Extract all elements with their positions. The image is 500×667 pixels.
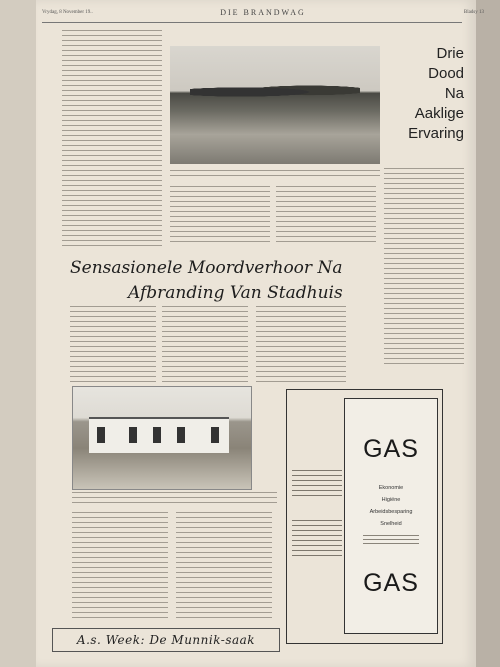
photo-caption bbox=[72, 492, 277, 504]
masthead-title: DIE BRANDWAG bbox=[220, 8, 306, 17]
ad-line: Snelheid bbox=[380, 521, 402, 527]
side-headline-line: Dood bbox=[428, 65, 464, 82]
side-headline bbox=[384, 44, 464, 144]
article-column bbox=[62, 30, 162, 246]
side-headline-line: Na bbox=[444, 85, 464, 102]
photo-window bbox=[153, 427, 161, 443]
header-rule bbox=[42, 22, 462, 23]
ad-line: Higiëne bbox=[381, 497, 401, 503]
side-headline-line: Drie bbox=[436, 45, 464, 62]
gas-word-top: GAS bbox=[363, 435, 419, 463]
photo-caption bbox=[170, 170, 380, 180]
ad-line: Arbeidsbesparing bbox=[369, 509, 413, 515]
article-column bbox=[256, 306, 346, 382]
article-column bbox=[162, 306, 248, 382]
photo-window bbox=[129, 427, 137, 443]
article-column bbox=[70, 306, 156, 382]
article-column bbox=[170, 186, 270, 246]
article-column bbox=[72, 512, 168, 620]
main-headline-line-1: Sensasionele Moordverhoor Na bbox=[70, 258, 343, 278]
article-column bbox=[176, 512, 272, 620]
photo-window bbox=[211, 427, 219, 443]
background-left bbox=[0, 0, 36, 667]
header-date: Vrydag, 8 November 19.. bbox=[42, 10, 93, 15]
article-photo-building bbox=[72, 386, 252, 490]
photo-treeline bbox=[190, 84, 360, 100]
ad-address-block bbox=[292, 520, 342, 560]
next-week-banner-text: A.s. Week: De Munnik-saak bbox=[76, 633, 256, 647]
main-headline-line-2: Afbranding Van Stadhuis bbox=[128, 283, 343, 303]
side-headline-line: Ervaring bbox=[408, 125, 464, 142]
background-right bbox=[476, 0, 500, 667]
ad-fine-print bbox=[363, 535, 419, 545]
photo-window bbox=[97, 427, 105, 443]
article-photo-landscape bbox=[170, 46, 380, 164]
gas-ad-panel bbox=[344, 398, 438, 634]
ad-line: Ekonomie bbox=[378, 485, 404, 491]
gas-word-bottom: GAS bbox=[363, 569, 419, 597]
photo-window bbox=[177, 427, 185, 443]
ad-address-block bbox=[292, 470, 342, 500]
article-column bbox=[276, 186, 376, 246]
side-headline-line: Aaklige bbox=[414, 105, 464, 122]
header-page-number: Bladsy 13 bbox=[463, 10, 484, 15]
next-week-banner bbox=[52, 628, 280, 652]
page-header bbox=[42, 8, 484, 20]
main-headline bbox=[70, 256, 430, 306]
